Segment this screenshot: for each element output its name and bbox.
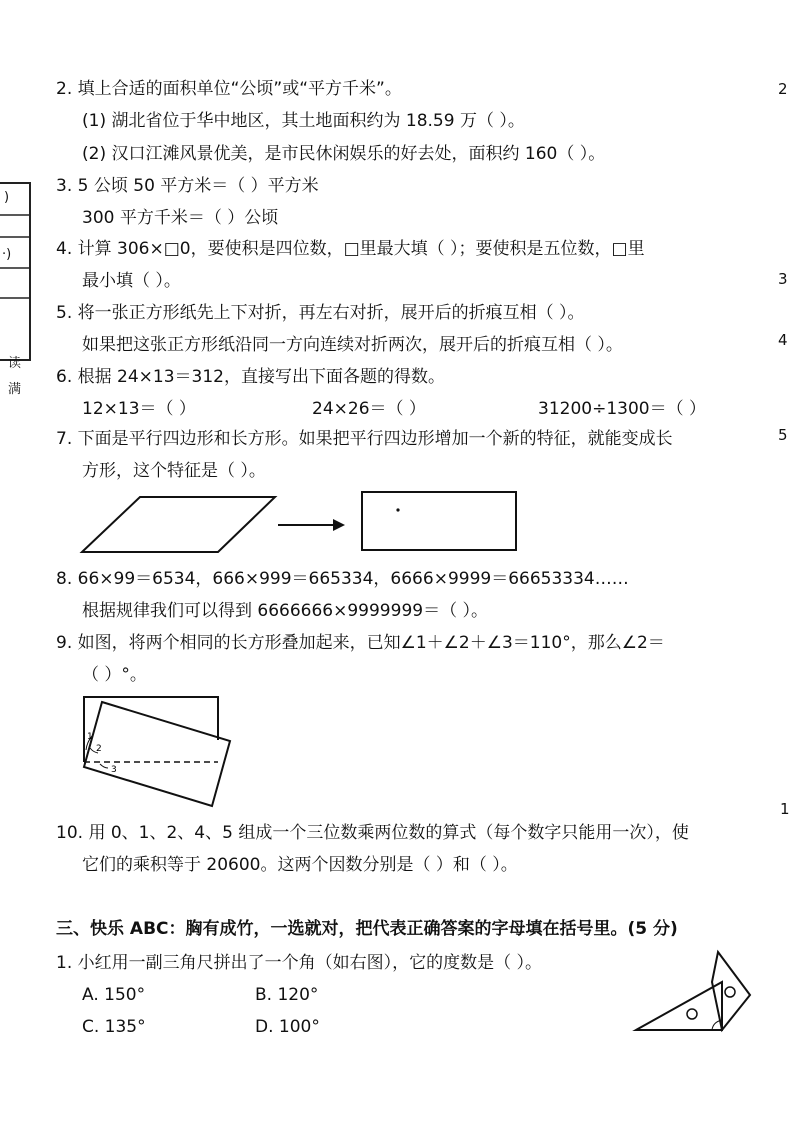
angle-label-2: 2 <box>96 744 102 754</box>
right-edge-number-3: 4 <box>778 331 788 349</box>
q7-line2: 方形，这个特征是（ ）。 <box>82 461 266 481</box>
q3-line2: 300 平方千米＝（ ）公顷 <box>82 208 279 228</box>
option-d: D. 100° <box>255 1017 320 1037</box>
margin-mark-3: 读 <box>8 356 22 371</box>
q6-expr2: 24×26＝（ ） <box>312 399 426 419</box>
q5-line1: 5. 将一张正方形纸先上下对折，再左右对折，展开后的折痕互相（ ）。 <box>56 303 585 323</box>
section3-q1: 1. 小红用一副三角尺拼出了一个角（如右图），它的度数是（ ）。 <box>56 953 543 973</box>
q9-line1: 9. 如图，将两个相同的长方形叠加起来，已知∠1＋∠2＋∠3＝110°，那么∠2＝ <box>56 633 665 653</box>
section3-title: 三、快乐 ABC：胸有成竹，一选就对，把代表正确答案的字母填在括号里。(5 分) <box>56 919 678 939</box>
margin-mark-2: ·) <box>2 247 12 262</box>
q7-line1: 7. 下面是平行四边形和长方形。如果把平行四边形增加一个新的特征，就能变成长 <box>56 429 673 449</box>
q3-line1: 3. 5 公顷 50 平方米＝（ ）平方米 <box>56 176 319 196</box>
q10-line2: 它们的乘积等于 20600。这两个因数分别是（ ）和（ ）。 <box>82 855 518 875</box>
margin-mark-4: 满 <box>8 382 22 397</box>
q2-sub2: (2) 汉口江滩风景优美，是市民休闲娱乐的好去处，面积约 160（ ）。 <box>82 144 606 164</box>
q8-line1: 8. 66×99＝6534，666×999＝665334，6666×9999＝66653334…… <box>56 569 629 589</box>
angle-label-3: 3 <box>111 765 117 775</box>
right-edge-number-2: 3 <box>778 270 788 288</box>
q6-expr3: 31200÷1300＝（ ） <box>538 399 706 419</box>
q6-title: 6. 根据 24×13＝312，直接写出下面各题的得数。 <box>56 367 445 387</box>
q5-line2: 如果把这张正方形纸沿同一方向连续对折两次，展开后的折痕互相（ ）。 <box>82 335 623 355</box>
option-c: C. 135° <box>82 1017 146 1037</box>
option-b: B. 120° <box>255 985 319 1005</box>
q2-title: 2. 填上合适的面积单位“公顷”或“平方千米”。 <box>56 79 402 99</box>
margin-mark-1: ) <box>4 190 10 205</box>
q6-expr1: 12×13＝（ ） <box>82 399 196 419</box>
q2-sub1: (1) 湖北省位于华中地区，其土地面积约为 18.59 万（ ）。 <box>82 111 525 131</box>
q10-line1: 10. 用 0、1、2、4、5 组成一个三位数乘两位数的算式（每个数字只能用一次），使 <box>56 823 689 843</box>
option-a: A. 150° <box>82 985 146 1005</box>
q8-line2: 根据规律我们可以得到 6666666×9999999＝（ ）。 <box>82 601 488 621</box>
q4-line1: 4. 计算 306×□0，要使积是四位数，□里最大填（ ）；要使积是五位数，□里 <box>56 239 645 259</box>
right-edge-number-4: 5 <box>778 426 788 444</box>
q9-line2: （ ）°。 <box>82 665 147 685</box>
q4-line2: 最小填（ ）。 <box>82 271 181 291</box>
right-edge-number-1: 2 <box>778 80 788 98</box>
angle-label-1: 1 <box>87 732 93 742</box>
right-edge-number-5: 1 <box>780 800 790 818</box>
